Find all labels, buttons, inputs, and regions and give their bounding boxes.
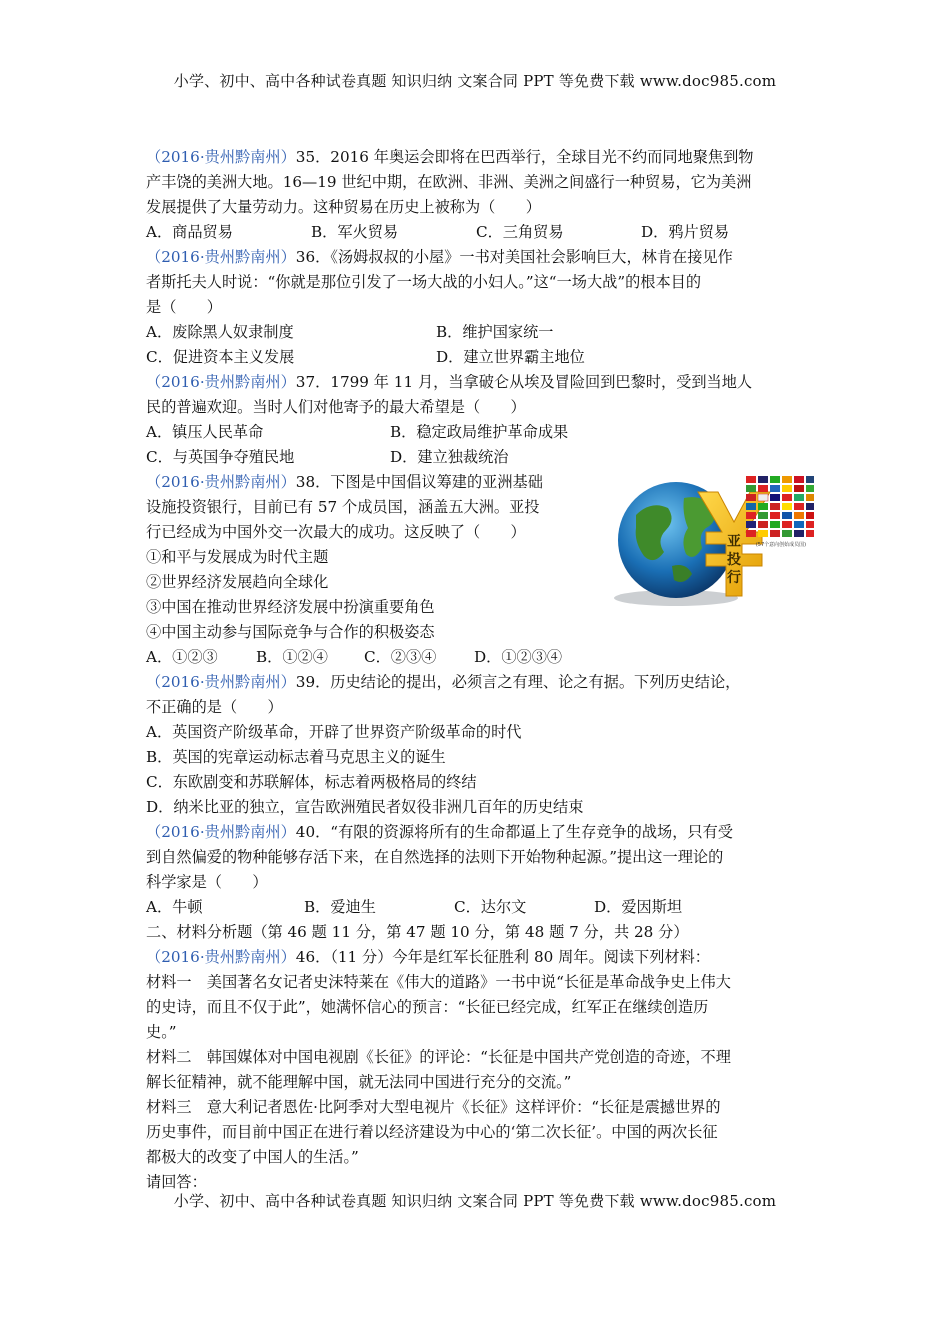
question-text: 科学家是（ ） <box>146 873 268 891</box>
option-row <box>146 895 808 920</box>
question-text: 设施投资银行，目前已有 57 个成员国，涵盖五大洲。亚投 <box>146 498 540 516</box>
question-text: 者斯托夫人时说：“你就是那位引发了一场大战的小妇人。”这“一场大战”的根本目的 <box>146 273 702 291</box>
option-c: C．三角贸易 <box>476 223 564 241</box>
option-b: B．爱迪生 <box>304 898 376 916</box>
question-35 <box>146 145 808 245</box>
source-tag: （2016·贵州黔南州） <box>146 823 296 841</box>
question-text: 40．“有限的资源将所有的生命都逼上了生存竞争的战场，只有受 <box>295 823 733 841</box>
source-tag: （2016·贵州黔南州） <box>146 373 296 391</box>
material-1: 的史诗，而且不仅于此”，她满怀信心的预言：“长征已经完成，红军正在继续创造历 <box>146 998 709 1016</box>
option-b: B．英国的宪章运动标志着马克思主义的诞生 <box>146 748 446 766</box>
material-2: 解长征精神，就不能理解中国，就无法同中国进行充分的交流。” <box>146 1073 572 1091</box>
source-tag: （2016·贵州黔南州） <box>146 148 296 166</box>
material-3: 历史事件，而目前中国正在进行着以经济建设为中心的‘第二次长征’。中国的两次长征 <box>146 1123 718 1141</box>
option-a: A．镇压人民革命 <box>146 423 264 441</box>
material-3: 都极大的改变了中国人的生活。” <box>146 1148 359 1166</box>
question-46 <box>146 945 808 1195</box>
aiib-illustration <box>606 470 816 610</box>
option-a: A．废除黑人奴隶制度 <box>146 323 294 341</box>
question-40 <box>146 820 808 920</box>
question-38 <box>146 470 808 670</box>
question-text: 35．2016 年奥运会即将在巴西举行，全球目光不约而同地聚焦到物 <box>295 148 754 166</box>
option-a: A．英国资产阶级革命，开辟了世界资产阶级革命的时代 <box>146 723 522 741</box>
question-text: 不正确的是（ ） <box>146 698 283 716</box>
option-d: D．爱因斯坦 <box>594 898 683 916</box>
option-b: B．军火贸易 <box>311 223 399 241</box>
question-text: 37．1799 年 11 月，当拿破仑从埃及冒险回到巴黎时，受到当地人 <box>295 373 753 391</box>
option-c: C．②③④ <box>364 648 437 666</box>
question-text: 发展提供了大量劳动力。这种贸易在历史上被称为（ ） <box>146 198 541 216</box>
question-36 <box>146 245 808 370</box>
logo-char-1: 亚 <box>727 534 741 550</box>
statement: ①和平与发展成为时代主题 <box>146 548 329 566</box>
question-text: 产丰饶的美洲大地。16—19 世纪中期，在欧洲、非洲、美洲之间盛行一种贸易，它为美洲 <box>146 173 752 191</box>
option-d: D．建立世界霸主地位 <box>436 348 585 366</box>
option-d: D．鸦片贸易 <box>641 223 730 241</box>
source-tag: （2016·贵州黔南州） <box>146 473 296 491</box>
option-row <box>146 345 808 370</box>
exam-content <box>146 145 808 1195</box>
option-a: A．①②③ <box>146 648 218 666</box>
statement: ④中国主动参与国际竞争与合作的积极姿态 <box>146 623 435 641</box>
option-d: D．①②③④ <box>474 648 563 666</box>
question-text: 是（ ） <box>146 298 222 316</box>
question-text: 36．《汤姆叔叔的小屋》一书对美国社会影响巨大，林肯在接见作 <box>295 248 733 266</box>
option-row <box>146 445 808 470</box>
option-c: C．与英国争夺殖民地 <box>146 448 295 466</box>
material-1: 材料一 美国著名女记者史沫特莱在《伟大的道路》一书中说“长征是革命战争史上伟大 <box>146 973 731 991</box>
question-text: 38．下图是中国倡议筹建的亚洲基础 <box>295 473 543 491</box>
option-row <box>146 320 808 345</box>
statement: ②世界经济发展趋向全球化 <box>146 573 329 591</box>
source-tag: （2016·贵州黔南州） <box>146 248 296 266</box>
option-b: B．①②④ <box>256 648 328 666</box>
logo-char-3: 行 <box>727 570 741 586</box>
question-text: 46．（11 分）今年是红军长征胜利 80 周年。阅读下列材料： <box>295 948 710 966</box>
option-row <box>146 220 808 245</box>
answer-prompt: 请回答： <box>146 1173 207 1191</box>
source-tag: （2016·贵州黔南州） <box>146 673 296 691</box>
question-text: 民的普遍欢迎。当时人们对他寄予的最大希望是（ ） <box>146 398 526 416</box>
option-row <box>146 645 808 670</box>
option-c: C．达尔文 <box>454 898 527 916</box>
section-heading: 二、材料分析题（第 46 题 11 分，第 47 题 10 分，第 48 题 7 分，共 28 分） <box>146 923 689 941</box>
option-row <box>146 420 808 445</box>
question-text: 行已经成为中国外交一次最大的成功。这反映了（ ） <box>146 523 526 541</box>
option-c: C．东欧剧变和苏联解体，标志着两极格局的终结 <box>146 773 477 791</box>
question-37 <box>146 370 808 470</box>
option-a: A．牛顿 <box>146 898 203 916</box>
option-d: D．建立独裁统治 <box>390 448 509 466</box>
option-b: B．维护国家统一 <box>436 323 554 341</box>
logo-char-2: 投 <box>727 552 741 568</box>
option-b: B．稳定政局维护革命成果 <box>390 423 569 441</box>
material-2: 材料二 韩国媒体对中国电视剧《长征》的评论：“长征是中国共产党创造的奇迹，不理 <box>146 1048 731 1066</box>
material-1: 史。” <box>146 1023 177 1041</box>
question-text: 39．历史结论的提出，必须言之有理、论之有据。下列历史结论， <box>295 673 741 691</box>
statement: ③中国在推动世界经济发展中扮演重要角色 <box>146 598 435 616</box>
option-d: D．纳米比亚的独立，宣告欧洲殖民者奴役非洲几百年的历史结束 <box>146 798 584 816</box>
page-header: 小学、初中、高中各种试卷真题 知识归纳 文案合同 PPT 等免费下载 www.doc985.com <box>173 72 777 90</box>
question-text: 到自然偏爱的物种能够存活下来，在自然选择的法则下开始物种起源。”提出这一理论的 <box>146 848 724 866</box>
question-39 <box>146 670 808 820</box>
option-a: A．商品贸易 <box>146 223 233 241</box>
option-c: C．促进资本主义发展 <box>146 348 295 366</box>
source-tag: （2016·贵州黔南州） <box>146 948 296 966</box>
flags-caption: (57个意向创始成员国) <box>755 542 807 548</box>
page-footer: 小学、初中、高中各种试卷真题 知识归纳 文案合同 PPT 等免费下载 www.doc985.com <box>173 1192 777 1210</box>
material-3: 材料三 意大利记者恩佐·比阿季对大型电视片《长征》这样评价：“长征是震撼世界的 <box>146 1098 721 1116</box>
